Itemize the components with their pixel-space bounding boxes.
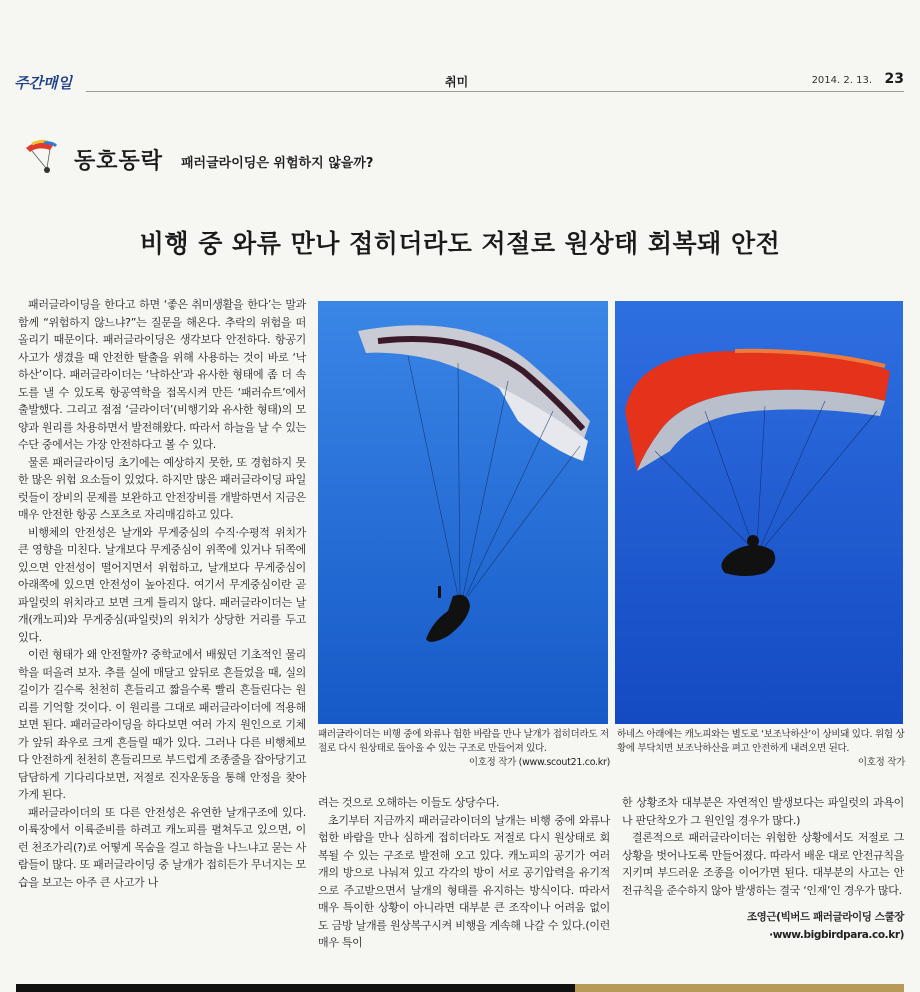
paragraph: 패러글라이더의 또 다른 안전성은 유연한 날개구조에 있다. 이륙장에서 이륙준비를 하려고 캐노피를 펼쳐두고 있으면, 이런 천조가리(?)로 어떻게 목숨을 걸고 하늘을 나느냐고 묻는 사람들이 많다. 또 패러글라이딩 중 날개가 접히든가 무너지는 모습을 보고는 아주 큰 사고가 나 — [18, 805, 306, 889]
paraglider-photo-1 — [318, 301, 608, 724]
series-subtitle: 패러글라이딩은 위험하지 않을까? — [181, 156, 374, 171]
issue-date: 2014. 2. 13. — [811, 75, 872, 86]
paragraph: 물론 패러글라이딩 초기에는 예상하지 못한, 또 경험하지 못한 많은 위험 요소들이 있었다. 하지만 많은 패러글라이딩 파일럿들이 장비의 문제를 보완하고 안전장비를 개발하면서 지금은 매우 안전한 항공 스포츠로 자리매김하고 있다. — [18, 455, 306, 521]
paragraph: 비행체의 안전성은 날개와 무게중심의 수직·수평적 위치가 큰 영향을 미친다. 날개보다 무게중심이 위쪽에 있거나 뒤쪽에 있으면 안전성이 떨어지면서 위험하고, 날개보다 무게중심이 아래쪽에 있으면 안전성이 높아진다. 여기서 무게중심이란 곧 파일럿의 위치라고 보면 크게 틀리지 않다. 패러글라이더는 날개(캐노피)와 무게중심(파일럿)의 위치가 상당한 거리를 두고 있다. — [18, 525, 306, 644]
series-title: 동호동락 — [74, 149, 164, 174]
paraglider-silhouette-image — [318, 301, 608, 724]
paragraph: 려는 것으로 오해하는 이들도 상당수다. — [318, 796, 500, 809]
paragraph: 이런 형태가 왜 안전할까? 중학교에서 배웠던 기초적인 물리학을 떠올려 보자. 추를 실에 매달고 앞뒤로 흔들었을 때, 실의 길이가 길수록 천천히 흔들리고 짧을수록 빨리 흔들린다는 원리를 기억할 것이다. 이 원리를 그대로 패러글라이더에 적용해 보면 된다. 패러글라이딩을 하다보면 여러 가지 원인으로 기체가 앞뒤 좌우로 크게 흔들릴 때가 있다. 그러나 다른 비행체보다 안전하게 천천히 흔들리므로 부드럽게 조종줄을 잡아당기고 담담하게 기다리다보면, 저절로 진자운동을 통해 안정을 찾아가게 된다. — [18, 648, 306, 801]
article-column-2 — [318, 794, 610, 952]
author-byline: 조영근(빅버드 패러글라이딩 스쿨장·www.bigbirdpara.co.kr) — [746, 911, 904, 941]
paragraph: 초기부터 지금까지 패러글라이더의 날개는 비행 중에 와류나 험한 바람을 만나 심하게 접히더라도 저절로 다시 원상태로 회복될 수 있는 구조로 발전해 오고 있다. 캐노피의 공기가 여러 개의 방으로 나눠져 있고 각각의 방이 서로 공기압력을 유기적으로 주고받으면서 날개의 형태를 유지하는 방식이다. 따라서 매우 특이한 상황이 아니라면 대부분 큰 조작이나 어려움 없이도 금방 날개를 원상복구시켜 비행을 계속해 나갈 수 있다.(이런 매우 특이 — [318, 813, 610, 949]
masthead-logo: 주간매일 — [14, 74, 72, 92]
bottom-ad-strip-accent — [575, 984, 904, 992]
header-rule — [86, 91, 904, 92]
page-number: 23 — [884, 71, 904, 87]
photo-1-caption — [318, 728, 610, 770]
caption-text: 하네스 아래에는 캐노피와는 별도로 ‘보조낙하산’이 상비돼 있다. 위험 상황에 부닥치면 보조낙하산을 펴고 안전하게 내려오면 된다. — [617, 729, 905, 754]
photo-credit: 이호정 작가 — [857, 757, 905, 768]
paraglider-icon — [24, 138, 70, 176]
headline: 비행 중 와류 만나 접히더라도 저절로 원상태 회복돼 안전 — [139, 229, 781, 258]
paragraph: 결론적으로 패러글라이더는 위험한 상황에서도 저절로 그 상황을 벗어나도록 만들어졌다. 따라서 배운 대로 안전규칙을 지키며 부드러운 조종을 이어가면 된다. 대부분의 사고는 안전규칙을 준수하지 않아 발생하는 결국 ‘인재’인 경우가 많다. — [622, 831, 904, 897]
photo-2-caption — [617, 728, 905, 770]
paraglider-photo-2 — [615, 301, 903, 724]
article-column-3 — [622, 794, 904, 944]
section-name: 취미 — [445, 75, 469, 89]
paragraph: 한 상황조차 대부분은 자연적인 발생보다는 파일럿의 과욕이나 판단착오가 그 원인일 경우가 많다.) — [622, 796, 904, 827]
paragraph: 패러글라이딩을 한다고 하면 ‘좋은 취미생활을 한다’는 말과 함께 “위험하지 않느냐?”는 질문을 해온다. 추락의 위험을 떠올리기 때문이다. 패러글라이딩은 생각보다 안전하다. 항공기 사고가 생겼을 때 안전한 탈출을 위해 사용하는 것이 바로 ‘낙하산’이다. 패러글라이더는 ‘낙하산’과 유사한 형태에 좀 더 속도를 낼 수 있도록 항공역학을 접목시켜 만든 ‘패러슈트’에서 출발했다. 그리고 점점 ‘글라이더’(비행기와 유사한 형태)의 모양과 원리를 차용하면서 발전해왔다. 따라서 하늘을 날 수 있는 수단 중에서는 가장 안전하다고 볼 수 있다. — [18, 298, 306, 451]
caption-text: 패러글라이더는 비행 중에 와류나 험한 바람을 만나 날개가 접히더라도 저절로 다시 원상태로 돌아올 수 있는 구조로 만들어져 있다. — [318, 729, 609, 754]
photo-credit: 이호정 작가 (www.scout21.co.kr) — [468, 757, 610, 768]
article-column-1 — [18, 296, 306, 891]
red-paraglider-image — [615, 301, 903, 724]
